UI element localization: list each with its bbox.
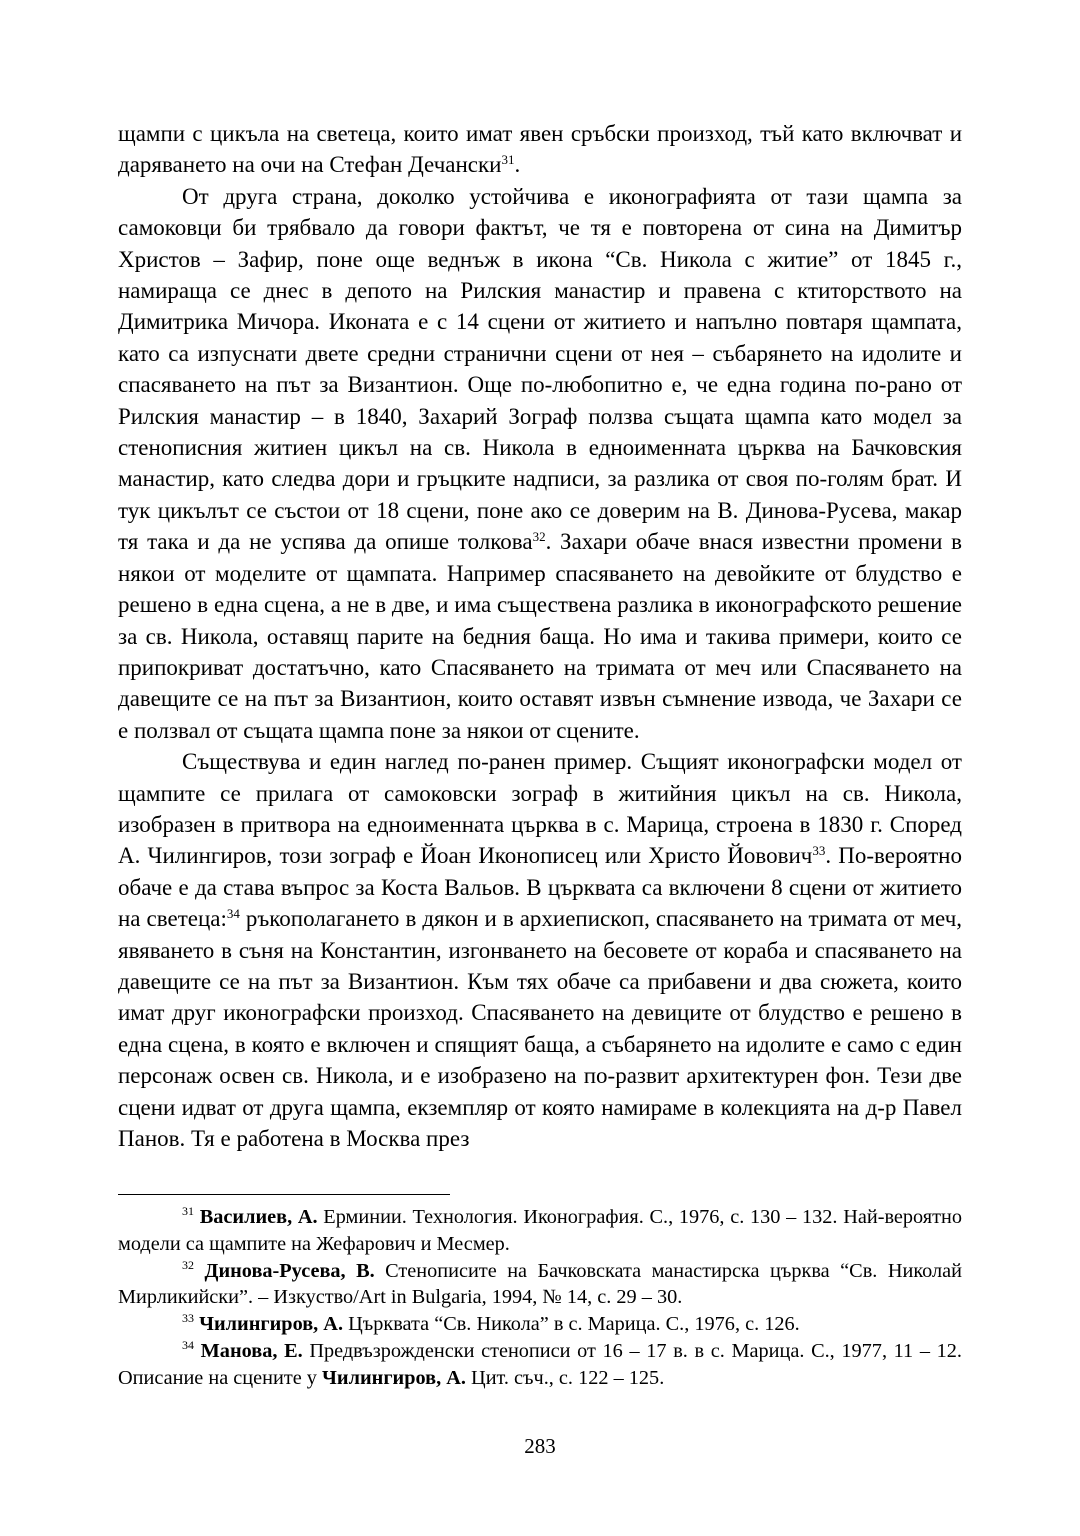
paragraph-3	[118, 746, 962, 1154]
footnote-text: Ерминии. Технология. Иконография. С., 1976, с. 130 – 132. Най-вероятно модели са щампите на Жефарович и Месмер.	[118, 1206, 962, 1255]
footnote-author: Василиев, А.	[199, 1206, 318, 1228]
footnote-number: 31	[182, 1204, 194, 1218]
footnote-separator	[118, 1194, 450, 1195]
footnote-number: 33	[182, 1311, 194, 1326]
footnotes	[118, 1204, 962, 1392]
page-body	[118, 118, 962, 1154]
footnote-text: Църквата “Св. Никола” в с. Марица. С., 1976, с. 126.	[343, 1313, 800, 1336]
footnote-ref-31[interactable]: 31	[501, 152, 515, 168]
paragraph-2-text-a: От друга страна, доколко устойчива е иконографията от тази щампа за самоковци би трябвало да говори фактът, че тя е повторена от сина на Димитър Христов – Зафир, поне още веднъж в икона “Св. Никола с житие” от 1845 г., намираща се днес в депото на Рилския манастир и правена с ктиторството на Димитрика Мичора. Иконата е с 14 сцени от житието и напълно повтаря щампата, като са изпуснати двете средни странични сцени от нея – събарянето на идолите и спасяването на път за Византион. Още по-любопитно е, че една година по-рано от Рилския манастир – в 1840, Захарий Зограф ползва същата щампа като модел за стенописния житиен цикъл на св. Никола в едноименната църква на Бачковския манастир, като следва дори и гръцките надписи, за разлика от своя по-голям брат. И тук цикълът се състои от 18 сцени, поне ако се доверим на В. Динова-Русева, макар тя така и да не успява да опише толкова	[118, 183, 962, 555]
footnote-31	[118, 1204, 962, 1258]
footnote-author: Манова, Е.	[200, 1339, 303, 1362]
footnote-number: 32	[182, 1257, 194, 1272]
paragraph-1-text: щампи с цикъла на светеца, които имат явен сръбски произход, тъй като включват и даряването на очи на Стефан Дечански	[118, 121, 962, 178]
footnote-author: Чилингиров, А.	[199, 1313, 344, 1336]
paragraph-3-text-c: ръкополагането в дякон и в архиепископ, спасяването на тримата от меч, явяването в съня на Константин, изгонването на бесовете от кораба и спасяването на давещите се на път за Византион. Към тях обаче са прибавени и два сюжета, които имат друг иконографски произход. Спасяването на девиците от блудство е решено в една сцена, в която е включен и спящият баща, а събарянето на идолите е само с един персонаж освен св. Никола, и е изобразено на по-развит архитектурен фон. Тези две сцени идват от друга щампа, екземпляр от която намираме в колекцията на д-р Павел Панов. Тя е работена в Москва през	[118, 906, 963, 1151]
page-number: 283	[524, 1434, 556, 1458]
footnote-ref-33[interactable]: 33	[812, 843, 826, 859]
footnote-34	[118, 1338, 962, 1392]
footnote-author-2: Чилингиров, А.	[322, 1366, 466, 1389]
footnote-text-2: Цит. съч., с. 122 – 125.	[465, 1366, 665, 1389]
paragraph-1	[118, 118, 962, 181]
footnote-number: 34	[182, 1337, 194, 1352]
paragraph-3-text-a: Съществува и един наглед по-ранен пример. Същият иконографски модел от щампите се прилага от самоковски зограф в житийния цикъл на св. Никола, изобразен в притвора на едноименната църква в с. Марица, строена в 1830 г. Според А. Чилингиров, този зограф е Йоан Иконописец или Христо Йовович	[118, 749, 962, 869]
footnote-author: Динова-Русева, В.	[204, 1259, 375, 1282]
paragraph-3-text-b: . По-вероятно обаче е да става въпрос за Коста Вальов. В църквата са включени 8 сцени от житието на светеца:	[118, 843, 962, 932]
footnote-ref-34[interactable]: 34	[226, 906, 240, 922]
paragraph-2-text-b: . Захари обаче внася известни промени в някои от моделите от щампата. Например спасяването на девойките от блудство е решено в една сцена, а не в две, и има съществена разлика в иконографското решение за св. Никола, оставящ парите на бедния баща. Но има и такива примери, които се припокриват достатъчно, като Спасяването на тримата от меч или Спасяването на давещите се на път за Византион, които оставят извън съмнение извода, че Захари се е ползвал от същата щампа поне за някои от сцените.	[118, 529, 963, 743]
footnote-33	[118, 1311, 962, 1338]
footnote-32	[118, 1258, 962, 1312]
paragraph-1-tail: .	[514, 152, 521, 178]
footnote-text: Стенописите на Бачковската манастирска църква “Св. Николай Мирликийски”. – Изкуство/Art in Bulgaria, 1994, № 14, с. 29 – 30.	[118, 1259, 962, 1309]
footnote-text: Предвъзрожденски стенописи от 16 – 17 в. в с. Марица. С., 1977, 11 – 12. Описание на сцените у	[118, 1339, 962, 1389]
footnote-ref-32[interactable]: 32	[532, 529, 546, 545]
paragraph-2	[118, 181, 962, 746]
